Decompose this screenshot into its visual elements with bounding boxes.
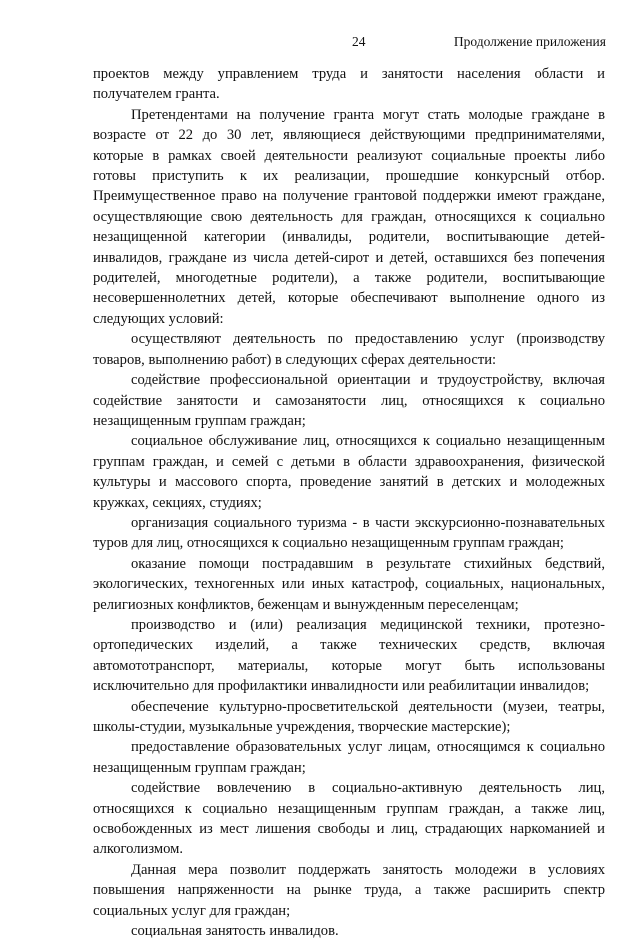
paragraph: Данная мера позволит поддержать занятость молодежи в условиях повышения напряженности на рынке труда, а также расширить спектр социальных услуг для граждан; xyxy=(93,861,605,919)
paragraph: содействие вовлечению в социально-активную деятельность лиц, относящихся к социально незащищенным группам граждан, а также лиц, освобожденных из мест лишения свободы и лиц, страдающих наркоманией и алкоголизмом. xyxy=(93,780,605,858)
paragraph: организация социального туризма - в части экскурсионно-познавательных туров для лиц, относящихся к социально незащищенным группам граждан; xyxy=(93,514,605,552)
paragraph: оказание помощи пострадавшим в результате стихийных бедствий, экологических, техногенных или иных катастроф, социальных, национальных, религиозных конфликтов, беженцам и вынужденным переселенцам; xyxy=(93,555,605,613)
paragraph: содействие профессиональной ориентации и трудоустройству, включая содействие занятости и самозанятости лиц, относящихся к социально незащищенным группам граждан; xyxy=(93,372,605,429)
page-number: 24 xyxy=(352,34,366,49)
paragraph: предоставление образовательных услуг лицам, относящимся к социально незащищенным группам граждан; xyxy=(93,739,605,776)
paragraph: социальная занятость инвалидов. xyxy=(131,923,339,940)
paragraph: обеспечение культурно-просветительской деятельности (музеи, театры, школы-студии, музыкальные учреждения, творческие мастерские); xyxy=(93,698,605,735)
header-title: Продолжение приложения xyxy=(453,34,606,49)
page-header xyxy=(0,34,640,54)
paragraph: производство и (или) реализация медицинской техники, протезно-ортопедических изделий, а также технических средств, включая автомототранспорт, материалы, которые могут быть использованы исключительно для профилактики инвалидности или реабилитации инвалидов; xyxy=(93,616,605,695)
document-body xyxy=(93,64,605,941)
paragraph: проектов между управлением труда и занятости населения области и получателем гранта. xyxy=(93,66,605,103)
paragraph: осуществляют деятельность по предоставлению услуг (производству товаров, выполнению работ) в следующих сферах деятельности: xyxy=(93,331,605,368)
paragraph: Претендентами на получение гранта могут стать молодые граждане в возрасте от 22 до 30 лет, являющиеся действующими предпринимателями, которые в рамках своей деятельности реализуют социальные проекты либо готовы приступить к их реализации, прошедшие конкурсный отбор. Преимущественное право на получение грантовой поддержки имеют граждане, осуществляющие свою деятельность для граждан, относящихся к социально незащищенной категории (инвалиды, родители, воспитывающие детей-инвалидов, граждане из числа детей-сирот и детей, оставшихся без попечения родителей, многодетные родители), а также родители, воспитывающие несовершеннолетних детей, которые обеспечивают выполнение одного из следующих условий: xyxy=(93,106,605,327)
paragraph: социальное обслуживание лиц, относящихся к социально незащищенным группам граждан, и семей с детьми в области здравоохранения, физической культуры и массового спорта, проведение занятий в детских и молодежных кружках, секциях, студиях; xyxy=(93,433,605,511)
